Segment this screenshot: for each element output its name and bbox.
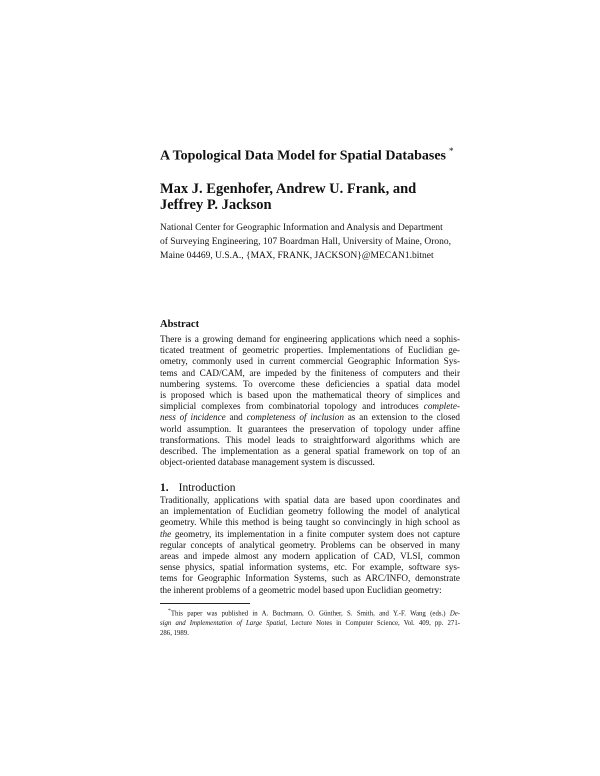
affiliation-line: Maine 04469, U.S.A., {MAX, FRANK, JACKSON}@MECAN1.bitnet	[160, 251, 434, 261]
abstract-line	[160, 401, 460, 412]
footnote-rule	[160, 603, 250, 604]
abstract-line: world assumption. It guarantees the preservation of topology under affine	[160, 423, 460, 434]
abstract-line: described. The implementation as a general spatial framework on top of an	[160, 446, 460, 457]
intro-line: an implementation of Euclidian geometry following the model of analytical	[160, 506, 460, 517]
footnote-mark: *	[168, 608, 171, 614]
abstract-line: object-oriented database management system is discussed.	[160, 457, 375, 468]
abstract-text: as an extension to the closed	[343, 412, 460, 423]
intro-line: areas and impede almost any modern application of CAD, VLSI, common	[160, 551, 460, 562]
affiliation-line: National Center for Geographic Information and Analysis and Department	[160, 223, 443, 233]
footnote-text: , Lecture Notes in Computer Science, Vol. 409, pp. 271-	[285, 620, 460, 628]
abstract-line	[160, 412, 460, 423]
intro-line: tems for Geographic Information Systems, such as ARC/INFO, demonstrate	[160, 573, 460, 584]
author-line: Max J. Egenhofer, Andrew U. Frank, and	[160, 181, 417, 197]
author-list	[160, 181, 450, 213]
introduction-body	[160, 495, 460, 596]
paper-title	[160, 146, 490, 165]
footnote-line: 286, 1989.	[160, 630, 189, 638]
intro-line: Traditionally, applications with spatial data are based upon coordinates and	[160, 495, 460, 505]
section-title: Introduction	[178, 482, 236, 494]
footnote-italic: De-	[449, 610, 461, 618]
intro-line: the inherent problems of a geometric model based upon Euclidian geometry:	[160, 584, 442, 595]
italic-term: the	[160, 528, 172, 539]
intro-line: sense physics, spatial information systems, etc. For example, software sys-	[160, 562, 460, 573]
intro-line: regular concepts of analytical geometry. Problems can be observed in many	[160, 539, 460, 550]
intro-line: geometry. While this method is being taught so convincingly in high school as	[160, 517, 460, 528]
title-footnote-mark: *	[449, 146, 454, 156]
footnote-line	[160, 606, 460, 619]
abstract-line: ticated treatment of geometric properties. Implementations of Euclidian ge-	[160, 345, 460, 356]
abstract-heading: Abstract	[160, 319, 200, 330]
footnote-line	[160, 619, 460, 629]
affiliation	[160, 221, 460, 263]
abstract-line: ometry, commonly used in current commercial Geographic Information Sys-	[160, 356, 460, 367]
italic-term: ness of incidence	[160, 412, 226, 423]
abstract-text: and	[225, 412, 247, 423]
abstract-line: transformations. This model leads to straightforward algorithms which are	[160, 434, 460, 445]
abstract-line: There is a growing demand for engineering applications which need a sophis-	[160, 334, 460, 344]
intro-text: geometry, its implementation in a finite computer system does not capture	[174, 528, 461, 539]
footnote-text: This paper was published in A. Buchmann, O. Günther, S. Smith, and Y.-F. Wang (eds.)	[170, 610, 446, 618]
author-line: Jeffrey P. Jackson	[160, 197, 272, 213]
footnote	[160, 606, 460, 639]
abstract-body	[160, 334, 460, 468]
abstract-line: is proposed which is based upon the mathematical theory of simplices and	[160, 390, 460, 401]
abstract-line: tems and CAD/CAM, are impeded by the finiteness of computers and their	[160, 367, 460, 378]
footnote-italic: sign and Implementation of Large Spatial	[160, 620, 286, 628]
italic-term: completeness of inclusion	[246, 412, 344, 423]
italic-term: complete-	[423, 401, 460, 412]
intro-line	[160, 529, 460, 540]
section-heading	[160, 482, 235, 494]
affiliation-line: of Surveying Engineering, 107 Boardman Hall, University of Maine, Orono,	[160, 237, 452, 247]
abstract-text: simplicial complexes from combinatorial topology and introduces	[160, 401, 419, 412]
abstract-line: numbering systems. To overcome these deficiencies a spatial data model	[160, 378, 460, 389]
title-text: A Topological Data Model for Spatial Databases	[160, 148, 446, 164]
section-number: 1.	[160, 482, 169, 494]
